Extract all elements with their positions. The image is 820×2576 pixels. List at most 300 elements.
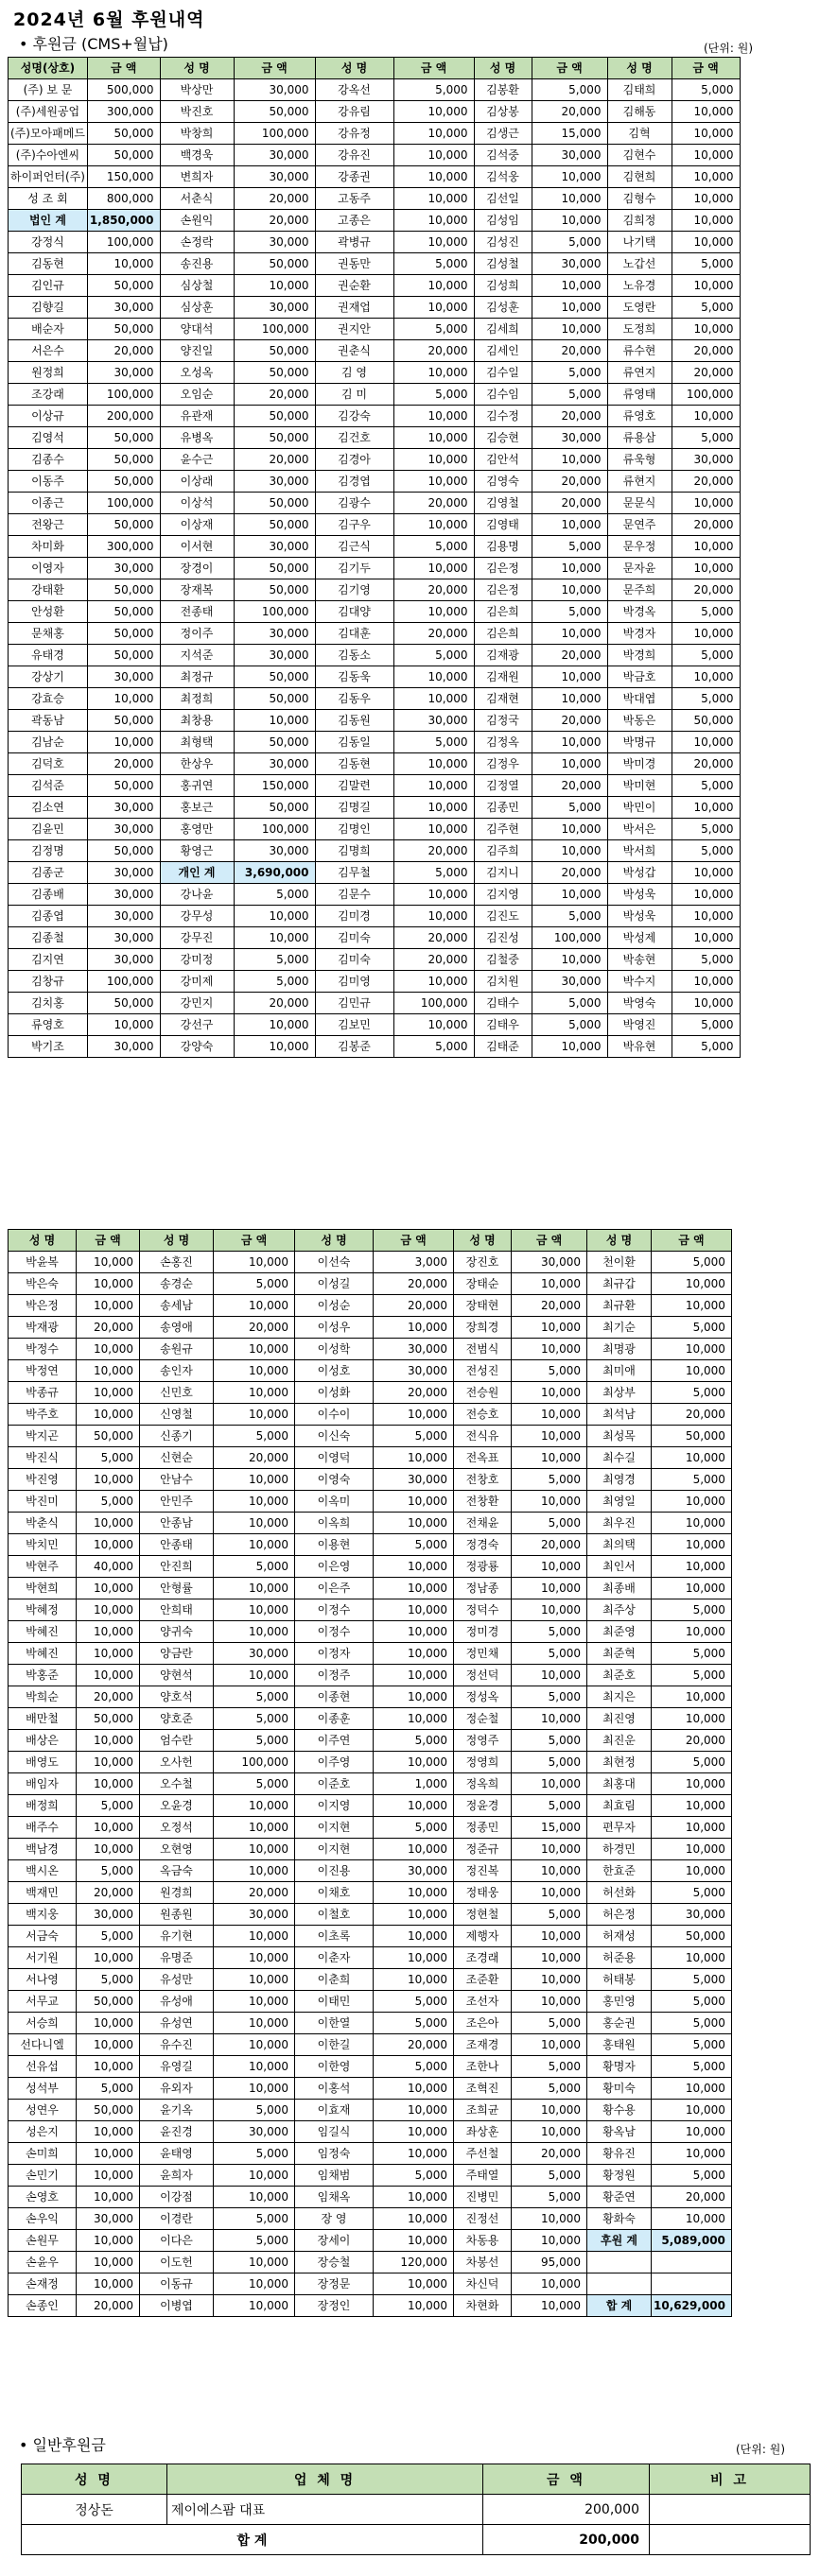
- table-row: [9, 2208, 732, 2230]
- donation-amount: 5,000: [214, 2143, 295, 2165]
- donor-name: 정태웅: [454, 1882, 512, 1904]
- donation-amount: 10,000: [214, 1817, 295, 1839]
- donor-name: 조재경: [454, 2034, 512, 2056]
- donor-name: 박경옥: [607, 601, 672, 623]
- donor-name: 성 조 회: [9, 188, 88, 210]
- donor-name: 김대훈: [315, 623, 393, 645]
- donor-name: 김동현: [315, 753, 393, 775]
- donor-name: 김성훈: [474, 297, 532, 319]
- donation-amount: 5,000: [374, 1730, 454, 1752]
- donation-amount: 5,000: [512, 2078, 587, 2100]
- donor-name: 후원 계: [587, 2230, 652, 2252]
- donor-name: 안종남: [140, 1513, 214, 1534]
- donation-amount: 95,000: [512, 2252, 587, 2273]
- donor-name: 김태희: [607, 79, 672, 101]
- donation-amount: 10,000: [393, 558, 474, 579]
- col-header: 금 액: [532, 58, 607, 79]
- table-row: [9, 1947, 732, 1969]
- donation-amount: 10,000: [214, 1795, 295, 1817]
- donation-amount: 10,000: [374, 2187, 454, 2208]
- donor-name: 이진용: [295, 1860, 374, 1882]
- table-row: [9, 2056, 732, 2078]
- table-row: [9, 493, 741, 514]
- donation-amount: 1,850,000: [87, 210, 160, 232]
- table-row: [9, 362, 741, 384]
- donation-amount: 5,000: [393, 79, 474, 101]
- donor-name: 박영숙: [607, 993, 672, 1014]
- table-row: [9, 514, 741, 536]
- donor-name: 박유현: [607, 1036, 672, 1058]
- donor-name: 황수용: [587, 2100, 652, 2121]
- col-header: 성 명: [587, 1230, 652, 1252]
- donor-name: 손영호: [9, 2187, 77, 2208]
- donation-amount: [652, 2252, 732, 2273]
- donation-amount: 10,000: [652, 1708, 732, 1730]
- donor-name: 도영란: [607, 297, 672, 319]
- table-row: [9, 623, 741, 645]
- donation-amount: 20,000: [512, 1295, 587, 1317]
- col-header: 금 액: [374, 1230, 454, 1252]
- donor-name: 백시온: [9, 1860, 77, 1882]
- donor-name: 박정수: [9, 1339, 77, 1360]
- donor-name: 서은수: [9, 340, 88, 362]
- donation-amount: 5,000: [393, 1036, 474, 1058]
- donation-amount: 10,000: [393, 427, 474, 449]
- donation-amount: 10,000: [512, 2273, 587, 2295]
- donation-amount: 50,000: [87, 471, 160, 493]
- donation-amount: 50,000: [87, 993, 160, 1014]
- donor-name: 김재현: [474, 688, 532, 710]
- donor-name: 김문수: [315, 884, 393, 906]
- donor-name: 최현정: [587, 1752, 652, 1773]
- donor-name: 배주수: [9, 1817, 77, 1839]
- donor-name: 배상은: [9, 1730, 77, 1752]
- donor-name: 정광룡: [454, 1556, 512, 1578]
- donor-name: 류수현: [607, 340, 672, 362]
- donor-name: 손원무: [9, 2230, 77, 2252]
- donor-name: 박정연: [9, 1360, 77, 1382]
- table-row: [9, 1317, 732, 1339]
- donor-name: 김 미: [315, 384, 393, 406]
- donor-name: 권지안: [315, 319, 393, 340]
- donation-amount: 5,000: [512, 2056, 587, 2078]
- donation-amount: 5,000: [532, 993, 607, 1014]
- donation-amount: 10,000: [214, 2078, 295, 2100]
- donation-amount: 10,000: [393, 362, 474, 384]
- table-row: [9, 819, 741, 840]
- donation-amount: 5,000: [512, 1513, 587, 1534]
- donation-amount: 20,000: [672, 579, 740, 601]
- donation-amount: 10,000: [672, 797, 740, 819]
- donation-amount: 20,000: [512, 1534, 587, 1556]
- table-row: [9, 1360, 732, 1382]
- donation-amount: 30,000: [393, 710, 474, 732]
- donation-amount: 300,000: [87, 101, 160, 123]
- donor-name: 김재광: [474, 645, 532, 666]
- donation-amount: 5,000: [652, 1469, 732, 1491]
- donation-amount: 10,000: [512, 1991, 587, 2013]
- donation-amount: 20,000: [374, 1295, 454, 1317]
- donation-amount: 5,089,000: [652, 2230, 732, 2252]
- donation-amount: 10,000: [512, 1556, 587, 1578]
- general-section-heading: • 일반후원금: [19, 2436, 106, 2454]
- table-row: [9, 1469, 732, 1491]
- donation-amount: 5,000: [374, 2056, 454, 2078]
- donation-amount: 20,000: [532, 493, 607, 514]
- donation-amount: 10,000: [512, 2034, 587, 2056]
- donation-amount: 30,000: [234, 232, 315, 253]
- donation-amount: 20,000: [393, 927, 474, 949]
- donor-name: 류영호: [9, 1014, 88, 1036]
- donor-name: 김태우: [474, 1014, 532, 1036]
- donation-amount: 10,000: [234, 906, 315, 927]
- donation-amount: 5,000: [512, 1469, 587, 1491]
- donation-amount: 100,000: [87, 232, 160, 253]
- donor-name: 성연우: [9, 2100, 77, 2121]
- donor-name: 안민주: [140, 1491, 214, 1513]
- donor-name: 윤수근: [160, 449, 234, 471]
- donor-name: 이성화: [295, 1382, 374, 1404]
- donor-name: 문주희: [607, 579, 672, 601]
- donation-amount: 5,000: [512, 1643, 587, 1665]
- donation-amount: 5,000: [512, 1730, 587, 1752]
- donor-name: 권춘식: [315, 340, 393, 362]
- table-row: [9, 1817, 732, 1839]
- donation-amount: 5,000: [652, 1752, 732, 1773]
- donor-name: 강무진: [160, 927, 234, 949]
- table-row: [9, 1665, 732, 1686]
- donation-amount: 50,000: [87, 840, 160, 862]
- donation-amount: 300,000: [87, 536, 160, 558]
- donor-name: (주) 보 문: [9, 79, 88, 101]
- donation-amount: 10,000: [77, 2143, 140, 2165]
- table-row: [9, 1969, 732, 1991]
- donor-name: 김철중: [474, 949, 532, 971]
- donation-amount: 20,000: [652, 1730, 732, 1752]
- col-header: 성명(상호): [9, 58, 88, 79]
- donor-name: 도정희: [607, 319, 672, 340]
- donor-name: 강종권: [315, 166, 393, 188]
- table-row: [9, 449, 741, 471]
- donation-amount: 10,000: [672, 623, 740, 645]
- table-row: [9, 2121, 732, 2143]
- donation-amount: 20,000: [77, 1686, 140, 1708]
- donor-name: 주태열: [454, 2165, 512, 2187]
- donor-name: 김강숙: [315, 406, 393, 427]
- table-row: [9, 1926, 732, 1947]
- donation-amount: 10,000: [512, 1969, 587, 1991]
- donation-amount: 50,000: [87, 623, 160, 645]
- donor-name: 김지연: [9, 949, 88, 971]
- donation-amount: 10,000: [532, 166, 607, 188]
- donation-amount: 10,000: [652, 1686, 732, 1708]
- donor-name: 정영희: [454, 1752, 512, 1773]
- donor-name: 이한열: [295, 2013, 374, 2034]
- donation-amount: 30,000: [87, 1036, 160, 1058]
- donation-amount: 10,000: [672, 123, 740, 145]
- donation-amount: 5,000: [672, 253, 740, 275]
- donor-name: 이다은: [140, 2230, 214, 2252]
- donor-name: 차현화: [454, 2295, 512, 2317]
- table-row: [9, 427, 741, 449]
- donor-name: 양호석: [140, 1686, 214, 1708]
- donation-amount: 10,000: [652, 1578, 732, 1599]
- donor-name: 정현철: [454, 1904, 512, 1926]
- donation-amount: 10,000: [393, 797, 474, 819]
- donation-amount: 10,000: [652, 1339, 732, 1360]
- donor-name: 법인 계: [9, 210, 88, 232]
- donor-name: 정영주: [454, 1730, 512, 1752]
- donor-name: 양귀숙: [140, 1621, 214, 1643]
- donor-name: 유관재: [160, 406, 234, 427]
- donation-amount: 10,000: [87, 732, 160, 753]
- donor-name: 김생근: [474, 123, 532, 145]
- donor-name: 송경순: [140, 1273, 214, 1295]
- donation-amount: 5,000: [393, 645, 474, 666]
- donation-amount: 10,000: [214, 2056, 295, 2078]
- donation-amount: 10,000: [512, 1273, 587, 1295]
- donor-name: 유태경: [9, 645, 88, 666]
- donation-amount: 1,000: [374, 1773, 454, 1795]
- donation-amount: 10,000: [512, 1339, 587, 1360]
- col-header: 성 명: [22, 2464, 167, 2495]
- donation-amount: 100,000: [234, 123, 315, 145]
- donor-name: 허태봉: [587, 1969, 652, 1991]
- donation-amount: 10,000: [393, 688, 474, 710]
- donation-amount: 10,000: [672, 884, 740, 906]
- donation-amount: 5,000: [672, 79, 740, 101]
- donor-name: 박성갑: [607, 862, 672, 884]
- donor-name: 박성욱: [607, 906, 672, 927]
- donation-amount: 20,000: [532, 862, 607, 884]
- donor-name: 김은희: [474, 601, 532, 623]
- donation-amount: 50,000: [652, 1426, 732, 1447]
- donor-name: 김대양: [315, 601, 393, 623]
- donation-amount: 10,000: [77, 2165, 140, 2187]
- donation-amount: 10,000: [512, 1839, 587, 1860]
- donor-name: 김영철: [474, 493, 532, 514]
- donation-amount: 800,000: [87, 188, 160, 210]
- donor-name: 김덕호: [9, 753, 88, 775]
- donation-amount: 10,000: [512, 1404, 587, 1426]
- col-header: 성 명: [9, 1230, 77, 1252]
- donation-amount: 10,000: [77, 1273, 140, 1295]
- col-header: 금 액: [87, 58, 160, 79]
- donor-name: 이경란: [140, 2208, 214, 2230]
- donor-name: 장승철: [295, 2252, 374, 2273]
- table-row: [9, 1404, 732, 1426]
- donation-amount: 50,000: [234, 666, 315, 688]
- donor-name: 김진성: [474, 927, 532, 949]
- donor-name: 박영진: [607, 1014, 672, 1036]
- donor-name: 심상훈: [160, 297, 234, 319]
- donation-amount: 10,000: [214, 2034, 295, 2056]
- donation-amount: 10,000: [214, 1947, 295, 1969]
- donor-name: 황정원: [587, 2165, 652, 2187]
- donor-name: 김봉환: [474, 79, 532, 101]
- donor-name: 송세남: [140, 1295, 214, 1317]
- donation-amount: 10,000: [512, 1447, 587, 1469]
- donor-name: 최준혁: [587, 1643, 652, 1665]
- donor-name: 류욱형: [607, 449, 672, 471]
- donor-name: 전식유: [454, 1426, 512, 1447]
- table-row: [9, 906, 741, 927]
- donor-name: 전승호: [454, 1404, 512, 1426]
- donor-name: 장정문: [295, 2273, 374, 2295]
- table-row: [9, 1252, 732, 1273]
- donation-amount: 100,000: [87, 493, 160, 514]
- donation-amount: 10,000: [393, 906, 474, 927]
- donor-name: [587, 2273, 652, 2295]
- donor-name: 지석준: [160, 645, 234, 666]
- donor-name: 차봉선: [454, 2252, 512, 2273]
- donor-name: 박명규: [607, 732, 672, 753]
- donor-name: 김승현: [474, 427, 532, 449]
- table-row: [9, 732, 741, 753]
- donor-name: 김세인: [474, 340, 532, 362]
- donation-amount: 5,000: [374, 1991, 454, 2013]
- donor-name: 이주연: [295, 1730, 374, 1752]
- donation-amount: 20,000: [87, 753, 160, 775]
- cms-section-heading: • 후원금 (CMS+월납): [19, 35, 168, 53]
- donation-amount: 10,000: [77, 2056, 140, 2078]
- donor-name: 최영경: [587, 1469, 652, 1491]
- donor-name: 서기원: [9, 1947, 77, 1969]
- donation-amount: 10,000: [234, 1036, 315, 1058]
- donation-amount: 5,000: [512, 1360, 587, 1382]
- donation-amount: 10,000: [374, 1491, 454, 1513]
- donor-name: 양현석: [140, 1665, 214, 1686]
- table-row: [9, 253, 741, 275]
- donor-name: 이상석: [160, 493, 234, 514]
- donor-name: 정이주: [160, 623, 234, 645]
- donor-name: 변희자: [160, 166, 234, 188]
- donation-amount: 50,000: [87, 710, 160, 732]
- donation-amount: 40,000: [77, 1556, 140, 1578]
- donor-name: 김치홍: [9, 993, 88, 1014]
- donor-name: 김창규: [9, 971, 88, 993]
- donation-amount: 10,000: [214, 1382, 295, 1404]
- donation-amount: 30,000: [532, 253, 607, 275]
- donation-amount: 10,000: [214, 1991, 295, 2013]
- donation-amount: 5,000: [77, 1860, 140, 1882]
- donation-amount: 10,000: [234, 1014, 315, 1036]
- table-row: [9, 558, 741, 579]
- donation-amount: 10,000: [214, 1360, 295, 1382]
- donation-amount: 10,000: [77, 1643, 140, 1665]
- donation-amount: 5,000: [512, 1621, 587, 1643]
- donor-name: 안성환: [9, 601, 88, 623]
- donor-name: 박혜정: [9, 1599, 77, 1621]
- donor-name: 김정옥: [474, 732, 532, 753]
- cms-unit-label: (단위: 원): [704, 42, 753, 55]
- donation-amount: 50,000: [87, 579, 160, 601]
- donor-name: 이정수: [295, 1599, 374, 1621]
- donation-amount: 10,000: [77, 1469, 140, 1491]
- donation-amount: 5,000: [77, 2078, 140, 2100]
- donor-name: 정옥희: [454, 1773, 512, 1795]
- donor-name: 장희경: [454, 1317, 512, 1339]
- donation-amount: 5,000: [672, 1036, 740, 1058]
- donor-name: 김정우: [474, 753, 532, 775]
- donation-amount: 10,000: [77, 2034, 140, 2056]
- donor-name: 이도헌: [140, 2252, 214, 2273]
- donor-name: 하경민: [587, 1839, 652, 1860]
- donor-name: 김무철: [315, 862, 393, 884]
- donation-amount: 10,000: [672, 993, 740, 1014]
- donor-name: 최지은: [587, 1686, 652, 1708]
- donation-amount: 3,690,000: [234, 862, 315, 884]
- donor-name: 권동만: [315, 253, 393, 275]
- donation-amount: 5,000: [652, 1665, 732, 1686]
- donation-amount: 5,000: [532, 536, 607, 558]
- donation-amount: 10,000: [77, 1513, 140, 1534]
- donor-name: 박경희: [607, 645, 672, 666]
- donor-name: 정민채: [454, 1643, 512, 1665]
- donor-name: 윤희자: [140, 2165, 214, 2187]
- donor-name: 이영덕: [295, 1447, 374, 1469]
- donation-amount: 5,000: [672, 949, 740, 971]
- donation-amount: 10,000: [214, 1339, 295, 1360]
- donor-name: 황준연: [587, 2187, 652, 2208]
- donation-amount: 5,000: [672, 297, 740, 319]
- donation-amount: 10,000: [214, 1599, 295, 1621]
- donation-amount: 5,000: [512, 2013, 587, 2034]
- donor-name: 오윤경: [140, 1795, 214, 1817]
- donor-name: 장태현: [454, 1295, 512, 1317]
- donor-name: 송인자: [140, 1360, 214, 1382]
- donation-amount: 10,000: [532, 275, 607, 297]
- donor-name: 박재광: [9, 1317, 77, 1339]
- donation-amount: 30,000: [532, 145, 607, 166]
- donation-amount: 10,000: [77, 1339, 140, 1360]
- table-row: [9, 2013, 732, 2034]
- donation-amount: 10,000: [652, 2208, 732, 2230]
- donation-amount: 50,000: [87, 514, 160, 536]
- donor-name: 진병민: [454, 2187, 512, 2208]
- donation-amount: 20,000: [374, 1273, 454, 1295]
- donation-amount: 5,000: [532, 906, 607, 927]
- donation-amount: 50,000: [87, 427, 160, 449]
- donor-name: 김동원: [315, 710, 393, 732]
- donor-name: 오현영: [140, 1839, 214, 1860]
- donation-amount: 10,000: [374, 2143, 454, 2165]
- donor-name: 최규갑: [587, 1273, 652, 1295]
- donor-name: 이종현: [295, 1686, 374, 1708]
- table-row: [9, 1730, 732, 1752]
- donor-name: 유기현: [140, 1926, 214, 1947]
- donor-name: 박진식: [9, 1447, 77, 1469]
- donor-name: 김구우: [315, 514, 393, 536]
- donor-name: 박수지: [607, 971, 672, 993]
- donor-name: 임채옥: [295, 2187, 374, 2208]
- donation-amount: 10,000: [532, 210, 607, 232]
- table-row: [9, 1295, 732, 1317]
- donor-name: 김은정: [474, 558, 532, 579]
- table-row: [9, 2165, 732, 2187]
- donor-name: 정경숙: [454, 1534, 512, 1556]
- donation-amount: 10,000: [672, 101, 740, 123]
- donation-amount: 10,000: [77, 2273, 140, 2295]
- donation-amount: 5,000: [532, 384, 607, 406]
- donation-amount: 10,000: [672, 210, 740, 232]
- donor-name: 강효승: [9, 688, 88, 710]
- col-header: 금 액: [483, 2464, 650, 2495]
- donor-name: 이성학: [295, 1339, 374, 1360]
- col-header: 금 액: [512, 1230, 587, 1252]
- donation-amount: 10,000: [374, 1599, 454, 1621]
- donor-name: 백재민: [9, 1882, 77, 1904]
